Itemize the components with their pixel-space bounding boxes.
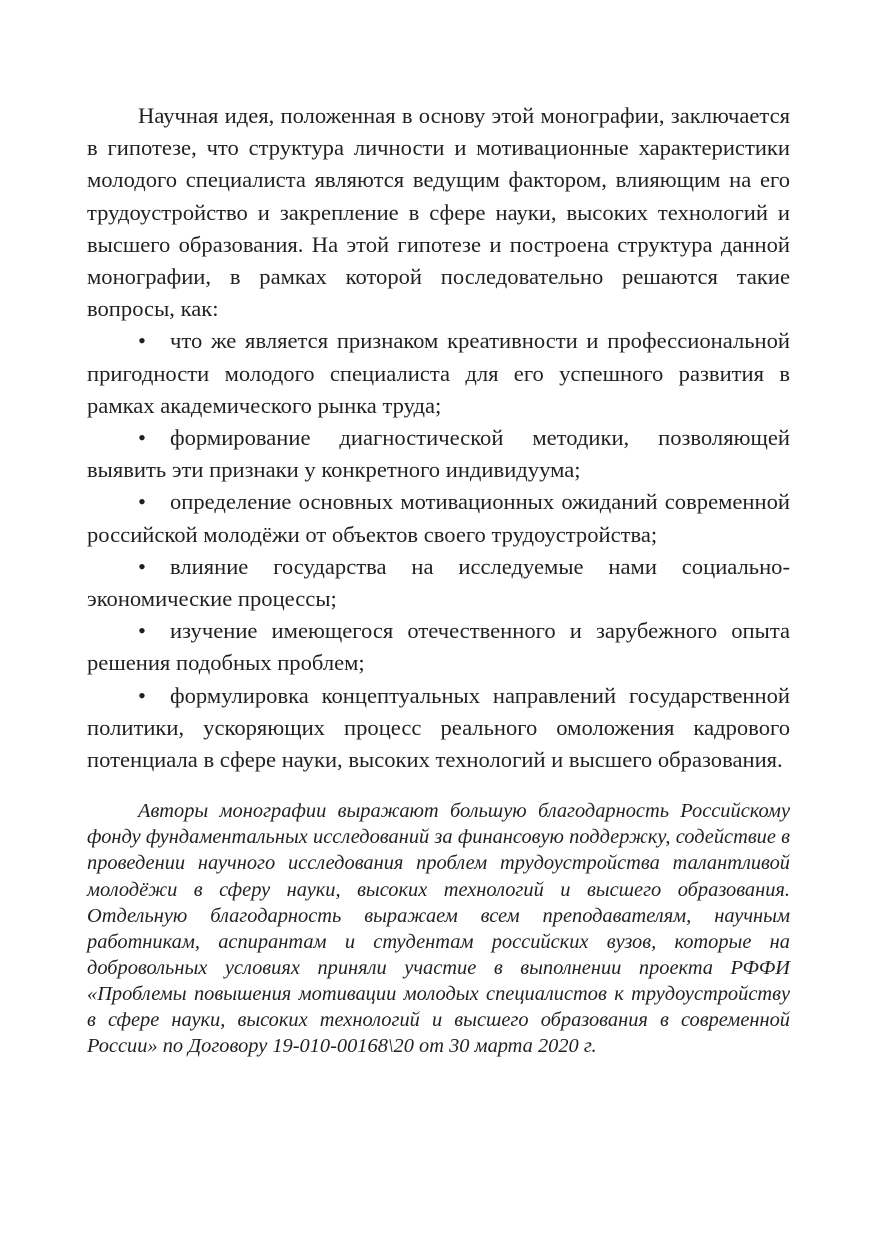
list-item — [87, 615, 790, 679]
list-item-text: формулировка концептуальных направлений государственной политики, ускоряющих процесс реального омоложения кадрового потенциала в сфере науки, высоких технологий и высшего образования. — [87, 682, 790, 773]
bullet-icon: • — [138, 553, 146, 579]
list-item — [87, 422, 790, 486]
bullet-icon: • — [138, 489, 146, 515]
list-item — [87, 325, 790, 422]
bullet-icon: • — [138, 425, 146, 451]
list-item-text: формирование диагностической методики, позволяющей выявить эти признаки у конкретного индивидуума; — [87, 425, 790, 483]
bullet-icon: • — [138, 682, 146, 708]
acknowledgement-paragraph: Авторы монографии выражают большую благодарность Российскому фонду фундаментальных исследований за финансовую поддержку, содействие в проведении научного исследования проблем трудоустройства талантливой молодёжи в сферу науки, высоких технологий и высшего образования. Отдельную благодарность выражаем всем преподавателям, научным работникам, аспирантам и студентам российских вузов, которые на добровольных условиях приняли участие в выполнении проекта РФФИ «Проблемы повышения мотивации молодых специалистов к трудоустройству в сфере науки, высоких технологий и высшего образования в современной России» по Договору 19-010-00168\20 от 30 марта 2020 г. — [87, 800, 790, 1058]
list-item-text: что же является признаком креативности и профессиональной пригодности молодого специалиста для его успешного развития в рамках академического рынка труда; — [87, 328, 790, 418]
question-list — [87, 325, 790, 776]
list-item — [87, 486, 790, 550]
list-item — [87, 551, 790, 615]
list-item-text: изучение имеющегося отечественного и зарубежного опыта решения подобных проблем; — [87, 618, 790, 676]
document-page — [87, 100, 790, 1059]
list-item-text: определение основных мотивационных ожиданий современной российской молодёжи от объектов своего трудоустройства; — [87, 489, 790, 547]
intro-paragraph: Научная идея, положенная в основу этой монографии, заключается в гипотезе, что структура личности и мотивационные характеристики молодого специалиста являются ведущим фактором, влияющим на его трудоустройство и закрепление в сфере науки, высоких технологий и высшего образования. На этой гипотезе и построена структура данной монографии, в рамках которой последовательно решаются такие вопросы, как: — [87, 103, 790, 322]
list-item-text: влияние государства на исследуемые нами социально-экономические процессы; — [87, 553, 790, 612]
bullet-icon: • — [138, 328, 146, 354]
bullet-icon: • — [138, 618, 146, 644]
list-item — [87, 680, 790, 777]
